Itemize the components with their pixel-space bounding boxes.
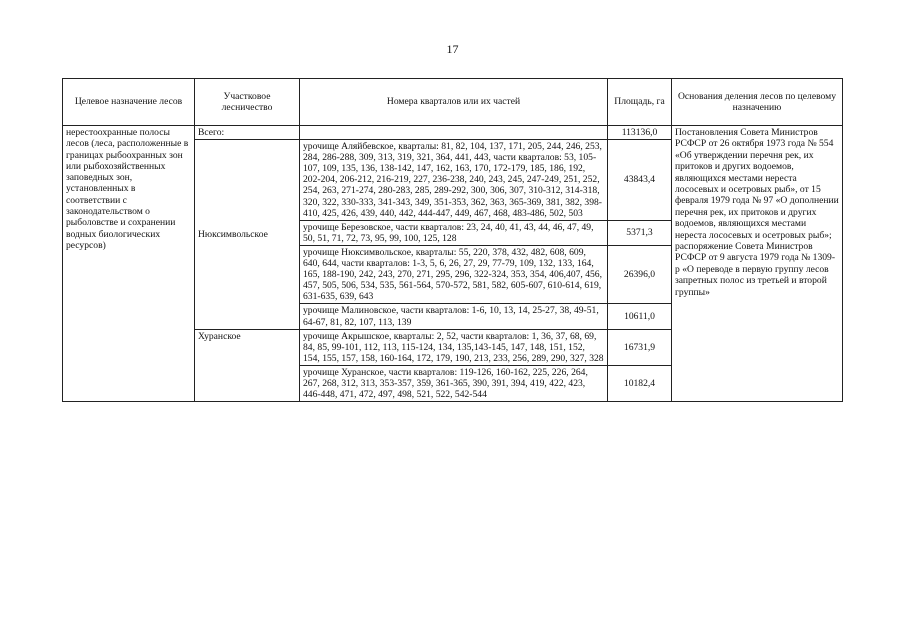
header-basis: Основания деления лесов по целевому назначению	[672, 79, 843, 126]
forest-purpose-table	[62, 78, 843, 402]
header-purpose: Целевое назначение лесов	[63, 79, 195, 126]
total-label: Всего:	[195, 126, 300, 140]
basis-cell: Постановления Совета Министров РСФСР от 26 октября 1973 года № 554 «Об утверждении перечня рек, их притоков и других водоемов, являющихся местами нереста лососевых и осетровых рыб», от 15 февраля 1979 года № 97 «О дополнении перечня рек, их притоков и других водоемов, являющихся местами нереста лососевых и осетровых рыб»; распоряжение Совета Министров РСФСР от 9 августа 1979 года № 1309-р «О переводе в первую группу лесов запретных полос из третьей и второй группы»	[672, 126, 843, 402]
table-header-row	[63, 79, 843, 126]
area-cell: 10182,4	[608, 365, 672, 401]
quarters-cell: урочище Березовское, части кварталов: 23, 24, 40, 41, 43, 44, 46, 47, 49, 50, 51, 71, 72, 73, 95, 99, 100, 125, 128	[300, 220, 608, 245]
quarters-cell: урочище Акрышское, кварталы: 2, 52, части кварталов: 1, 36, 37, 68, 69, 84, 85, 99-101, 112, 113, 115-124, 134, 135,143-145, 147, 148, 151, 152, 154, 155, 157, 158, 160-164, 172, 179, 190, 213, 233, 256, 289, 290, 327, 328	[300, 329, 608, 365]
forestry-khuranskoe: Хуранское	[195, 329, 300, 402]
quarters-cell: урочище Хуранское, части кварталов: 119-126, 160-162, 225, 226, 264, 267, 268, 312, 313, 353-357, 359, 361-365, 390, 391, 394, 419, 422, 423, 446-448, 471, 472, 497, 498, 521, 522, 542-544	[300, 365, 608, 401]
forestry-nyuksimvolskoe: Нюксимвольское	[195, 140, 300, 330]
area-cell: 10611,0	[608, 304, 672, 329]
quarters-cell: урочище Малиновское, части кварталов: 1-6, 10, 13, 14, 25-27, 38, 49-51, 64-67, 81, 82, 107, 113, 139	[300, 304, 608, 329]
total-area: 113136,0	[608, 126, 672, 140]
quarters-cell: урочище Нюксимвольское, кварталы: 55, 220, 378, 432, 482, 608, 609, 640, 644, части кварталов: 1-3, 5, 6, 26, 27, 29, 77-79, 109, 132, 133, 164, 165, 188-190, 242, 243, 270, 271, 295, 296, 322-324, 353, 354, 406,407, 456, 457, 505, 506, 534, 535, 561-564, 570-572, 581, 582, 605-607, 610-614, 619, 631-635, 639, 643	[300, 245, 608, 303]
header-forestry: Участковое лесничество	[195, 79, 300, 126]
quarters-cell: урочище Аляйбевское, кварталы: 81, 82, 104, 137, 171, 205, 244, 246, 253, 284, 286-288, 309, 313, 319, 321, 364, 441, 443, части кварталов: 53, 105-107, 109, 135, 136, 138-142, 147, 162, 163, 170, 172-179, 185, 186, 192, 202-204, 206-212, 216-219, 227, 236-238, 240, 243, 245, 247-249, 251, 252, 254, 263, 271-274, 280-283, 285, 289-292, 300, 306, 307, 310-312, 314-318, 320, 322, 330-333, 341-343, 349, 351-353, 362, 363, 365-369, 381, 382, 398-410, 425, 426, 439, 440, 442, 444-447, 449, 467, 468, 483-486, 502, 503	[300, 140, 608, 221]
area-cell: 26396,0	[608, 245, 672, 303]
area-cell: 43843,4	[608, 140, 672, 221]
page-number: 17	[446, 42, 459, 56]
area-cell: 16731,9	[608, 329, 672, 365]
header-area: Площадь, га	[608, 79, 672, 126]
header-quarters: Номера кварталов или их частей	[300, 79, 608, 126]
area-cell: 5371,3	[608, 220, 672, 245]
total-quarters-empty	[300, 126, 608, 140]
purpose-cell: нерестоохранные полосы лесов (леса, расположенные в границах рыбоохранных зон или рыбохозяйственных заповедных зон, установленных в соответствии с законодательством о рыболовстве и сохранении водных биологических ресурсов)	[63, 126, 195, 402]
table-row-total	[63, 126, 843, 140]
